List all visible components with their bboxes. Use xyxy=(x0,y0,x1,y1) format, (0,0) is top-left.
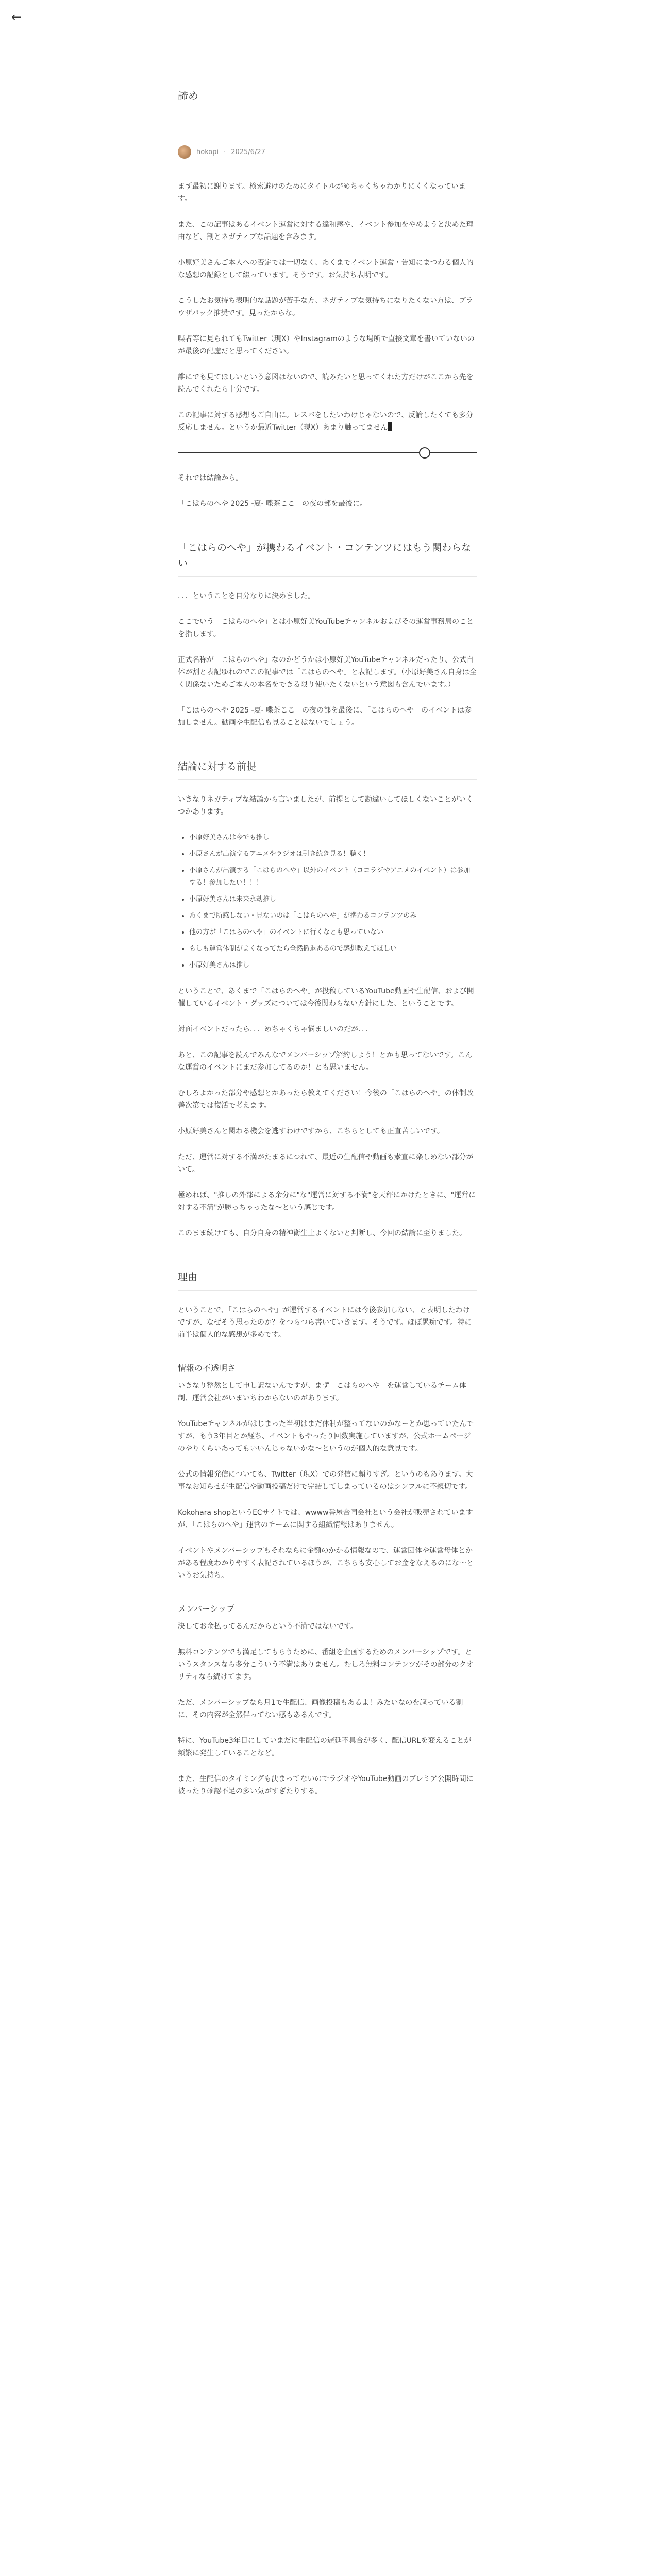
paragraph: 無料コンテンツでも満足してもらうために、番組を企画するためのメンバーシップです。というスタンスなら多分こういう不満はありません。むしろ無料コンテンツがその部分のクオリティなら続けてます。 xyxy=(178,1648,474,1681)
paragraph xyxy=(178,409,477,434)
subsection-heading: 情報の不透明さ xyxy=(178,1363,236,1373)
paragraph: 公式の情報発信についても、Twitter（現X）での発信に頼りすぎ。というのもあります。大事なお知らせが生配信や動画投稿だけで完結してしまっているのはシンプルに不親切です。 xyxy=(178,1470,473,1491)
paragraph: 特に、YouTube3年目にしていまだに生配信の遅延不具合が多く、配信URLを変えることが頻繁に発生していることなど。 xyxy=(178,1737,472,1757)
list-item: • 他の方が「こはらのへや」のイベントに行くなとも思っていない xyxy=(189,926,477,939)
paragraph: あと、この記事を読んでみんなでメンバーシップ解約しよう！とかも思ってないです。こんな運営のイベントにまだ参加してるのか！とも思いません。 xyxy=(178,1051,473,1072)
article-body xyxy=(178,180,477,1811)
slider-thumb[interactable] xyxy=(419,447,430,459)
paragraph: むしろよかった部分や感想とかあったら教えてください！今後の「こはらのへや」の体制改善次第では復活で考えます。 xyxy=(178,1089,474,1110)
author-name[interactable]: hokopi xyxy=(196,148,219,156)
paragraph: 極めれば、"推しの外部による余分に"な"運営に対する不満"を天秤にかけたときに、"運営に対する不満"が勝っちゃったな〜という感じです。 xyxy=(178,1191,476,1212)
author-avatar[interactable] xyxy=(178,145,191,159)
paragraph: また、この記事はあるイベント運営に対する違和感や、イベント参加をやめようと決めた理由など、割とネガティブな話題を含みます。 xyxy=(178,221,474,241)
list-item: • 小原さんが出演する「こはらのへや」以外のイベント（ココラジやアニメのイベント）は参加する！参加したい！！！ xyxy=(189,865,477,889)
paragraph: 小原好美さんご本人への否定では一切なく、あくまでイベント運営・告知にまつわる個人的な感想の記録として綴っています。そうです。お気持ち表明です。 xyxy=(178,259,474,279)
paragraph: こうしたお気持ち表明的な話題が苦手な方、ネガティブな気持ちになりたくない方は、ブラウザバック推奨です。見ったからな。 xyxy=(178,297,473,317)
paragraph: いきなりネガティブな結論から言いましたが、前提として勘違いしてほしくないことがいくつかあります。 xyxy=(178,795,473,816)
paragraph: まず最初に謝ります。検索避けのためにタイトルがめちゃくちゃわかりにくくなっています。 xyxy=(178,182,466,203)
article-meta xyxy=(178,145,265,159)
section-heading: 「こはらのへや」が携わるイベント・コンテンツにはもう関わらない xyxy=(178,542,472,569)
paragraph-text: この記事に対する感想もご自由に。レスバをしたいわけじゃないので、反論したくても多分反応しません。というか最近Twitter（現X）あまり触ってません xyxy=(178,411,474,432)
publish-date: 2025/6/27 xyxy=(231,148,265,156)
heading-divider xyxy=(178,576,477,577)
list-item: • 小原好美さんは推し xyxy=(189,959,477,972)
heading-divider xyxy=(178,779,477,780)
list-item: • 小原さんが出演するアニメやラジオは引き続き見る！聴く！ xyxy=(189,848,477,860)
paragraph: YouTubeチャンネルがはじまった当初はまだ体制が整ってないのかなーとか思っていたんですが、もう3年目とか経ち、イベントもやったり回数実施していますが、公式ホームページのやりくらいあってもいいんじゃないかな〜というのが個人的な意見です。 xyxy=(178,1420,474,1453)
paragraph: ただ、メンバーシップなら月1で生配信、画像投稿もあるよ！みたいなのを謳っている割に、その内容が全然伴ってない感もあるんです。 xyxy=(178,1699,463,1719)
paragraph: それでは結論から。 xyxy=(178,474,243,482)
text-cursor-icon xyxy=(388,422,392,431)
slider-track xyxy=(178,452,477,453)
paragraph: 「こはらのへや 2025 -夏- 喋茶ここ」の夜の部を最後に、「こはらのへや」のイベントは参加しません。動画や生配信も見ることはないでしょう。 xyxy=(178,706,472,727)
list-item: • 小原好美さんは未来永劫推し xyxy=(189,893,477,906)
article-title: 諦め xyxy=(178,90,198,102)
list-item: • 小原好美さんは今でも推し xyxy=(189,832,477,844)
paragraph: イベントやメンバーシップもそれならに金額のかかる情報なので、運営団体や運営母体とかがある程度わかりやすく表記されているほうが、こちらも安心してお金をなえるのにな〜というお気持ち。 xyxy=(178,1547,474,1580)
divider-slider[interactable] xyxy=(178,447,477,459)
paragraph: また、生配信のタイミングも決まってないのでラジオやYouTube動画のプレミア公開時間に被ったり確認不足の多い気がすぎたりする。 xyxy=(178,1775,474,1795)
paragraph: 「こはらのへや 2025 -夏- 喋茶ここ」の夜の部を最後に。 xyxy=(178,500,367,508)
premise-list xyxy=(178,832,477,972)
paragraph: Kokohara shopというECサイトでは、wwww番屋合同会社という会社が販売されていますが、「こはらのへや」運営のチームに関する組織情報はありません。 xyxy=(178,1509,473,1529)
paragraph: いきなり整然として申し訳ないんですが、まず「こはらのへや」を運営しているチーム体制、運営会社がいまいちわからないのがあります。 xyxy=(178,1382,466,1402)
paragraph: ここでいう「こはらのへや」とは小原好美YouTubeチャンネルおよびその運営事務局のことを指します。 xyxy=(178,618,474,638)
paragraph: 喋者等に見られてもTwitter（現X）やInstagramのような場所で直接文章を書いていないのが最後の配慮だと思ってください。 xyxy=(178,335,475,355)
list-item: • あくまで所感しない・見ないのは「こはらのへや」が携わるコンテンツのみ xyxy=(189,910,477,922)
paragraph: 決してお金払ってるんだからという不満ではないです。 xyxy=(178,1622,358,1631)
paragraph: ただ、運営に対する不満がたまるにつれて、最近の生配信や動画も素直に楽しめない部分がいて。 xyxy=(178,1153,474,1174)
list-item: • もしも運営体制がよくなってたら全然撤退あるので感想教えてほしい xyxy=(189,943,477,955)
back-arrow-icon[interactable]: ← xyxy=(11,10,22,24)
paragraph: ．．．ということを自分なりに決めました。 xyxy=(178,592,315,600)
paragraph: 小原好美さんと関わる機会を逃すわけですから、こちらとしても正直苦しいです。 xyxy=(178,1127,444,1136)
paragraph: 誰にでも見てほしいという意図はないので、読みたいと思ってくれた方だけがここから先を読んでくれたら十分です。 xyxy=(178,373,474,394)
meta-separator: · xyxy=(224,148,226,156)
paragraph: ということで、「こはらのへや」が運営するイベントには今後参加しない、と表明したわけですが、なぜそう思ったのか？をつらつら書いていきます。そうです。ほぼ愚痴です。特に前半は個人的な感想が多めです。 xyxy=(178,1306,472,1339)
paragraph: 対面イベントだったら．．．めちゃくちゃ悩ましいのだが．．． xyxy=(178,1025,373,1033)
section-heading: 理由 xyxy=(178,1272,198,1283)
paragraph: 正式名称が「こはらのへや」なのかどうかは小原好美YouTubeチャンネルだったり、公式自体が割と表記ゆれのでこの記事では「こはらのへや」と表記します。（小原好美さん自身は全く関係ないためご本人の本名をできる限り使いたくないという意図も含んでいます。） xyxy=(178,656,477,689)
paragraph: このまま続けても、自分自身の精神衛生上よくないと判断し、今回の結論に至りました。 xyxy=(178,1229,466,1238)
paragraph: ということで、あくまで「こはらのへや」が投稿しているYouTube動画や生配信、および開催しているイベント・グッズについては今後関わらない方針にした、ということです。 xyxy=(178,987,474,1008)
heading-divider xyxy=(178,1290,477,1291)
subsection-heading: メンバーシップ xyxy=(178,1604,235,1614)
section-heading: 結論に対する前提 xyxy=(178,761,257,772)
